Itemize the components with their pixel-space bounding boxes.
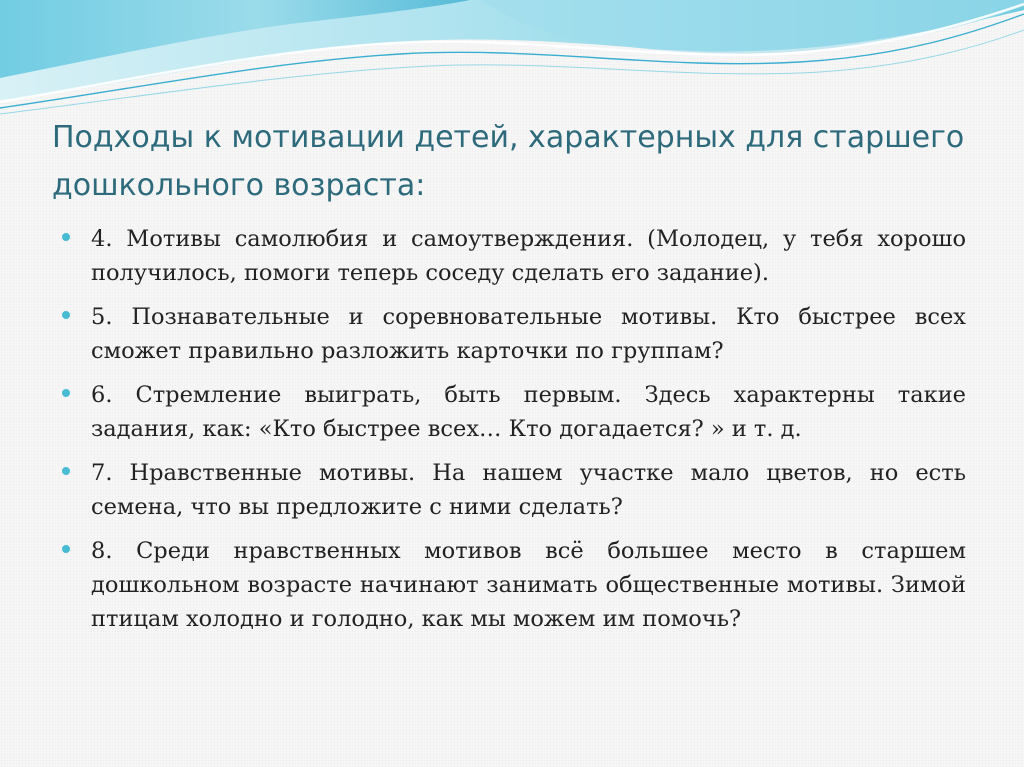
- list-item: [60, 534, 966, 636]
- list-item: [60, 456, 966, 524]
- bullet-dot-icon: [62, 311, 70, 319]
- list-item-text: 7. Нравственные мотивы. На нашем участке мало цветов, но есть семена, что вы предложите с ними сделать?: [91, 460, 966, 520]
- bullet-dot-icon: [62, 233, 70, 241]
- list-item-text: 5. Познавательные и соревновательные мотивы. Кто быстрее всех сможет правильно разложить карточки по группам?: [91, 304, 966, 364]
- bullet-list: [60, 222, 966, 646]
- slide-title: Подходы к мотивации детей, характерных для старшего дошкольного возраста:: [52, 120, 965, 203]
- list-item-text: 4. Мотивы самолюбия и самоутверждения. (Молодец, у тебя хорошо получилось, помоги теперь соседу сделать его задание).: [91, 226, 966, 286]
- bullet-dot-icon: [62, 389, 70, 397]
- list-item-text: 6. Стремление выиграть, быть первым. Здесь характерны такие задания, как: «Кто быстрее всех… Кто догадается? » и т. д.: [91, 382, 966, 442]
- list-item: [60, 300, 966, 368]
- bullet-dot-icon: [62, 545, 70, 553]
- decorative-wave-header: [0, 0, 1024, 120]
- bullet-dot-icon: [62, 467, 70, 475]
- list-item: [60, 378, 966, 446]
- list-item: [60, 222, 966, 290]
- list-item-text: 8. Среди нравственных мотивов всё большее место в старшем дошкольном возрасте начинают занимать общественные мотивы. Зимой птицам холодно и голодно, как мы можем им помочь?: [91, 538, 966, 632]
